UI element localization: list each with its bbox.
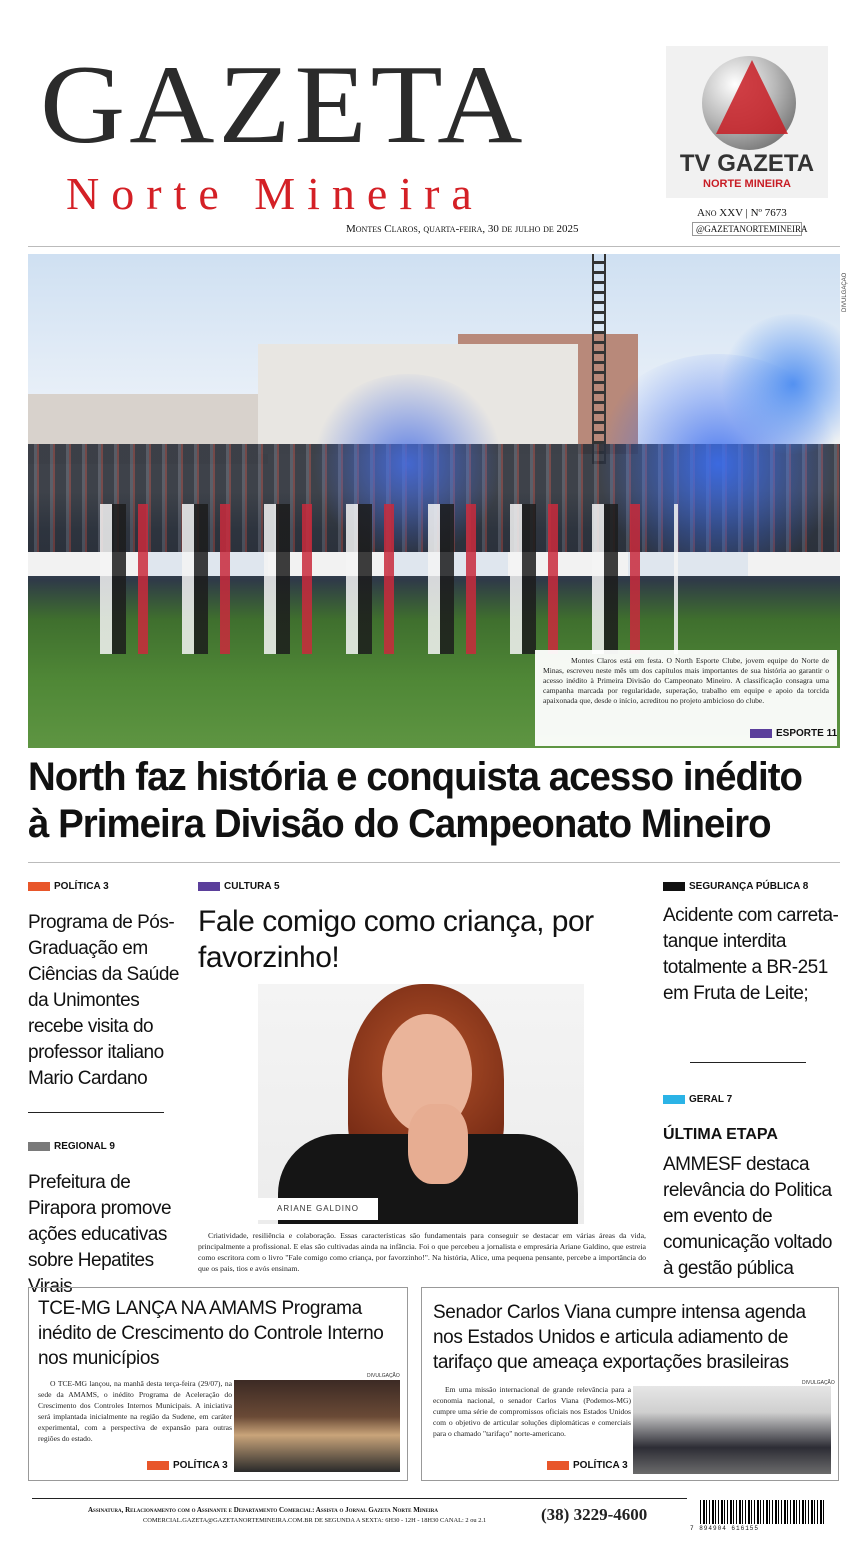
photo-credit: DIVULGAÇÃO	[367, 1373, 400, 1379]
section-tag-geral[interactable]: GERAL 7	[663, 1094, 732, 1105]
masthead-subtitle: Norte Mineira	[66, 168, 484, 219]
main-headline[interactable]: North faz história e conquista acesso inédito à Primeira Divisão do Campeonato Mineiro	[28, 755, 803, 846]
section-tag-cultura[interactable]: CULTURA 5	[198, 881, 280, 892]
tv-logo-region: NORTE MINEIRA	[703, 178, 791, 190]
box-body-tce: O TCE-MG lançou, na manhã desta terça-feira (29/07), na sede da AMAMS, o inédito Programa de Aceleração do Crescimento dos Controles Internos Municipais. A iniciativa será implantada inicialmente na região da Sudene, em caráter experimental, com a perspectiva de expansão para outras regiões do estado.	[38, 1379, 232, 1443]
portrait-photo[interactable]	[258, 984, 584, 1224]
story-body-cultura: Criatividade, resiliência e colaboração. Essas características são fundamentais para conseguir se destacar em várias áreas da vida, principalmente a profissional. E elas são cultivadas ainda na infância. Foi o que percebeu a jornalista e empresária Ariane Galdino, que estreia como escritora com o livro "Fale comigo como criança, por favorzinho!". Na história, Alice, uma pequena pensante, percebe a importância do que os pais, tios e avós ensinam.	[198, 1231, 646, 1273]
divider	[28, 862, 840, 863]
box-photo-tce[interactable]	[234, 1380, 400, 1472]
box-body-senador: Em uma missão internacional de grande relevância para a economia nacional, o senador Carlos Viana (Podemos-MG) cumpre uma série de compromissos oficiais nos Estados Unidos com o objetivo de articular soluções diplomáticas e comerciais para o chamado "tarifaço" norte-americano.	[433, 1385, 631, 1438]
masthead-title: GAZETA	[40, 42, 527, 167]
tv-gazeta-logo[interactable]	[666, 46, 828, 198]
story-headline-ammesf[interactable]: AMMESF destaca relevância do Politica em evento de comunicação voltado à gestão pública	[663, 1154, 832, 1279]
tag-square-icon	[198, 882, 220, 891]
photo-credit: DIVULGAÇÃO	[802, 1380, 835, 1386]
tv-logo-name: TV GAZETA	[679, 150, 815, 177]
footer-line-2[interactable]: COMERCIAL.GAZETA@GAZETANORTEMINEIRA.COM.BR DE SEGUNDA A SEXTA: 6H30 - 12H - 18H30 CANAL: 2 ou 2.1	[143, 1517, 487, 1524]
story-headline-unimontes[interactable]: Programa de Pós-Graduação em Ciências da Saúde da Unimontes recebe visita do professor italiano Mario Cardano	[28, 912, 179, 1089]
tag-square-icon	[147, 1461, 169, 1470]
section-tag-politica[interactable]: POLÍTICA 3	[28, 881, 109, 892]
section-tag-regional[interactable]: REGIONAL 9	[28, 1141, 115, 1152]
divider	[28, 246, 840, 247]
triangle-icon	[716, 60, 788, 134]
tag-square-icon	[663, 882, 685, 891]
photo-credit: DIVULGAÇÃO	[842, 272, 848, 312]
divider	[690, 1062, 806, 1063]
edition-number: Ano XXV | Nº 7673	[697, 207, 787, 219]
divider	[32, 1498, 687, 1499]
tag-square-icon	[663, 1095, 685, 1104]
hero-caption: Montes Claros está em festa. O North Esporte Clube, jovem equipe do Norte de Minas, escreveu neste mês um dos capítulos mais importantes de sua história ao garantir o acesso inédito à Primeira Divisão do Campeonato Mineiro. A classificação consagra uma campanha marcada por regularidade, superação, trabalho em equipe e apoio da torcida apaixonada que, desde o início, acreditou no projeto ambicioso do clube.	[543, 656, 829, 705]
story-kicker: ÚLTIMA ETAPA	[663, 1126, 778, 1143]
footer-phone[interactable]: (38) 3229-4600	[541, 1505, 648, 1524]
box-headline-senador[interactable]: Senador Carlos Viana cumpre intensa agenda nos Estados Unidos e articula adiamento de tarifaço que ameaça exportações brasileiras	[433, 1302, 806, 1373]
divider	[28, 1112, 164, 1113]
barcode-icon	[700, 1500, 826, 1524]
date-line: Montes Claros, quarta-feira, 30 de julho de 2025	[346, 223, 579, 235]
box-tag-tce[interactable]: POLÍTICA 3	[147, 1460, 228, 1471]
section-tag-seguranca[interactable]: SEGURANÇA PÚBLICA 8	[663, 881, 808, 892]
footer-line-1: Assinatura, Relacionamento com o Assinante e Departamento Comercial: Assista o Jornal Gazeta Norte Mineira	[88, 1506, 438, 1514]
story-headline-acidente[interactable]: Acidente com carreta-tanque interdita totalmente a BR-251 em Fruta de Leite;	[663, 905, 839, 1004]
tag-square-icon	[750, 729, 772, 738]
story-box-tce[interactable]	[28, 1287, 408, 1481]
hero-section-tag[interactable]: ESPORTE 11	[750, 728, 837, 740]
story-headline-cultura[interactable]: Fale comigo como criança, por favorzinho!	[198, 905, 594, 974]
box-headline-tce[interactable]: TCE-MG LANÇA NA AMAMS Programa inédito de Crescimento do Controle Interno nos municípios	[38, 1298, 384, 1369]
tag-square-icon	[547, 1461, 569, 1470]
portrait-caption: ARIANE GALDINO	[258, 1198, 378, 1220]
box-tag-senador[interactable]: POLÍTICA 3	[547, 1460, 628, 1471]
barcode-digits: 7 894904 616155	[690, 1525, 760, 1532]
tag-square-icon	[28, 882, 50, 891]
story-box-senador[interactable]	[421, 1287, 839, 1481]
story-headline-pirapora[interactable]: Prefeitura de Pirapora promove ações educativas sobre Hepatites Virais	[28, 1172, 172, 1297]
box-photo-senador[interactable]	[633, 1386, 831, 1474]
tag-square-icon	[28, 1142, 50, 1151]
social-handle[interactable]: @GAZETANORTEMINEIRA	[692, 222, 802, 236]
